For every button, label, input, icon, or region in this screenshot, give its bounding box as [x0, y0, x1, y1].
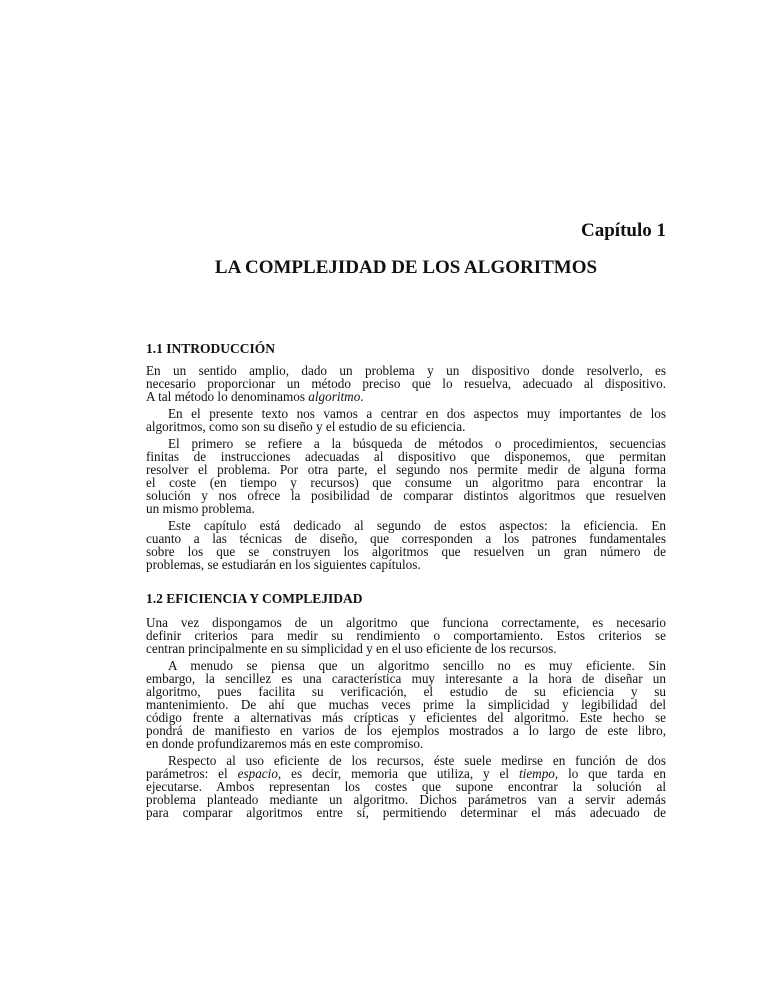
emphasis: espacio — [237, 766, 278, 781]
text-line: algoritmos, como son su diseño y el estudio de su eficiencia. — [146, 419, 466, 434]
text-line: algoritmo, pues facilita su verificación, el estudio de su eficiencia y su — [146, 684, 666, 699]
text-line: problemas, se estudiarán en los siguientes capítulos. — [146, 557, 421, 572]
text-line: cuanto a las técnicas de diseño, que corresponden a los patrones fundamentales — [146, 531, 666, 546]
text: parámetros: el — [146, 766, 238, 781]
text-line: solución y nos ofrece la posibilidad de comparar distintos algoritmos que resuelven — [146, 488, 666, 503]
text-line: finitas de instrucciones adecuadas al dispositivo que disponemos, que permitan — [146, 449, 666, 464]
section-heading-introduccion: 1.1 INTRODUCCIÓN — [146, 341, 276, 356]
text-line: código frente a alternativas más crípticas y eficientes del algoritmo. Este hecho se — [146, 710, 666, 725]
text-line: mantenimiento. De ahí que muchas veces prime la simplicidad y legibilidad del — [146, 697, 666, 712]
text-line: un mismo problema. — [146, 501, 255, 516]
text-line: Una vez dispongamos de un algoritmo que funciona correctamente, es necesario — [146, 615, 666, 630]
text-line: el coste (en tiempo y recursos) que consume un algoritmo para encontrar la — [146, 475, 666, 490]
text: , es decir, memoria que utiliza, y el — [277, 766, 519, 781]
text-line: centran principalmente en su simplicidad y en el uso eficiente de los recursos. — [146, 641, 557, 656]
paragraph — [146, 407, 666, 433]
paragraph — [146, 437, 666, 515]
text-line: Este capítulo está dedicado al segundo de estos aspectos: la eficiencia. En — [168, 518, 666, 533]
text-line: El primero se refiere a la búsqueda de métodos o procedimientos, secuencias — [168, 436, 666, 451]
text-line: problema planteado mediante un algoritmo. Dichos parámetros van a servir además — [146, 792, 666, 807]
text-line: sobre los que se construyen los algoritmos que resuelven un gran número de — [146, 544, 666, 559]
chapter-title: LA COMPLEJIDAD DE LOS ALGORITMOS — [214, 257, 598, 278]
paragraph — [146, 659, 666, 750]
chapter-label: Capítulo 1 — [581, 220, 666, 241]
text-line — [146, 390, 666, 403]
text: , lo que tarda en — [554, 766, 667, 781]
emphasis: tiempo — [519, 766, 555, 781]
paragraph — [146, 519, 666, 571]
text: A tal método lo denominamos — [146, 389, 309, 404]
text-line: definir criterios para medir su rendimiento o comportamiento. Estos criterios se — [146, 628, 666, 643]
text-line: A menudo se piensa que un algoritmo sencillo no es muy eficiente. Sin — [168, 658, 666, 673]
paragraph — [146, 754, 666, 819]
section-2-body — [146, 616, 666, 823]
paragraph — [146, 616, 666, 655]
emphasis: algoritmo — [308, 389, 361, 404]
text-line: para comparar algoritmos entre sí, permitiendo determinar el más adecuado de — [146, 805, 666, 820]
section-heading-eficiencia: 1.2 EFICIENCIA Y COMPLEJIDAD — [146, 591, 363, 606]
text-line: En un sentido amplio, dado un problema y un dispositivo donde resolverlo, es — [146, 363, 666, 378]
text: . — [360, 389, 364, 404]
text-line: embargo, la sencillez es una característica muy interesante a la hora de diseñar un — [146, 671, 666, 686]
text-line: En el presente texto nos vamos a centrar en dos aspectos muy importantes de los — [168, 406, 666, 421]
text-line: resolver el problema. Por otra parte, el segundo nos permite medir de alguna forma — [146, 462, 666, 477]
text-line: necesario proporcionar un método preciso que lo resuelva, adecuado al dispositivo. — [146, 376, 666, 391]
text-line: Respecto al uso eficiente de los recursos, éste suele medirse en función de dos — [168, 753, 666, 768]
text-line: pondrá de manifiesto en varios de los ejemplos mostrados a lo largo de este libro, — [146, 723, 666, 738]
text-line: ejecutarse. Ambos representan los costes que supone encontrar la solución al — [146, 779, 666, 794]
paragraph — [146, 364, 666, 403]
section-1-body — [146, 364, 666, 575]
text-line: en donde profundizaremos más en este compromiso. — [146, 736, 424, 751]
